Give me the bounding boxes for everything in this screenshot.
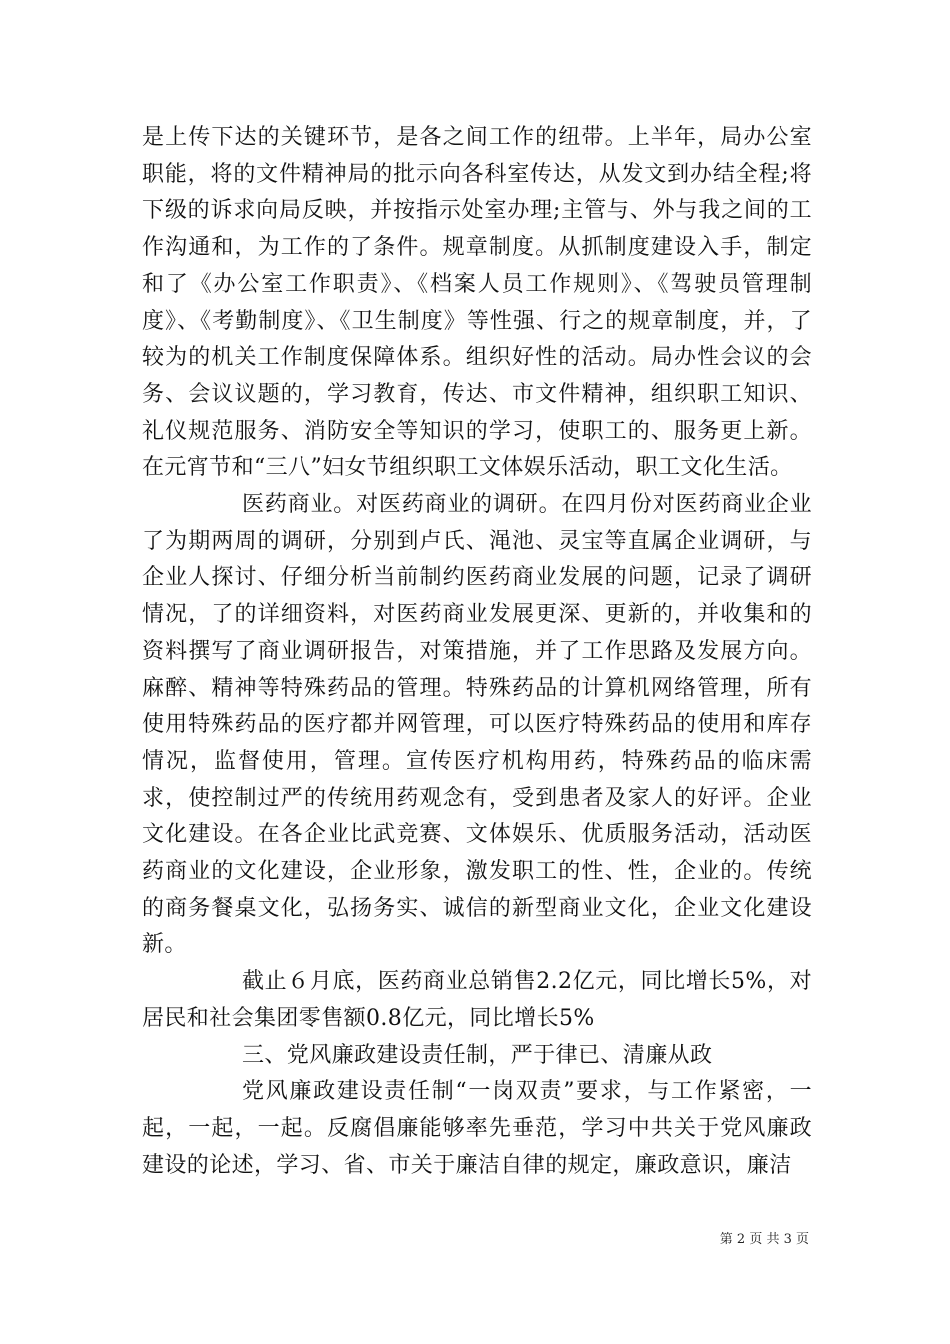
document-body (142, 120, 812, 1184)
paragraph-integrity-responsibility: 党风廉政建设责任制“一岗双责”要求，与工作紧密，一起，一起，一起。反腐倡廉能够率先垂范，学习中共关于党风廉政建设的论述，学习、省、市关于廉洁自律的规定，廉政意识，廉洁 (142, 1079, 812, 1178)
page-number-footer: 第 2 页 共 3 页 (719, 1232, 809, 1247)
section-heading-integrity: 三、党风廉政建设责任制，严于律已、清廉从政 (242, 1042, 713, 1068)
paragraph-office-work: 是上传下达的关键环节，是各之间工作的纽带。上半年，局办公室职能，将的文件精神局的批示向各科室传达，从发文到办结全程;将下级的诉求向局反映，并按指示处室办理;主管与、外与我之间的工作沟通和，为工作的了条件。规章制度。从抓制度建设入手，制定和了《办公室工作职责》、《档案人员工作规则》、《驾驶员管理制度》、《考勤制度》、《卫生制度》等性强、行之的规章制度，并，了较为的机关工作制度保障体系。组织好性的活动。局办性会议的会务、会议议题的，学习教育，传达、市文件精神，组织职工知识、礼仪规范服务、消防安全等知识的学习，使职工的、服务更上新。在元宵节和“三八”妇女节组织职工文体娱乐活动，职工文化生活。 (142, 125, 812, 481)
paragraph-pharma-commerce: 医药商业。对医药商业的调研。在四月份对医药商业企业了为期两周的调研，分别到卢氏、渑池、灵宝等直属企业调研，与企业人探讨、仔细分析当前制约医药商业发展的问题，记录了调研情况，了的详细资料，对医药商业发展更深、更新的，并收集和的资料撰写了商业调研报告，对策措施，并了工作思路及发展方向。麻醉、精神等特殊药品的管理。特殊药品的计算机网络管理，所有使用特殊药品的医疗都并网管理，可以医疗特殊药品的使用和库存情况，监督使用，管理。宣传医疗机构用药，特殊药品的临床需求，使控制过严的传统用药观念有，受到患者及家人的好评。企业文化建设。在各企业比武竞赛、文体娱乐、优质服务活动，活动医药商业的文化建设，企业形象，激发职工的性、性，企业的。传统的商务餐桌文化，弘扬务实、诚信的新型商业文化，企业文化建设新。 (142, 492, 812, 958)
paragraph-sales-figures: 截止６月底，医药商业总销售2.2亿元，同比增长5%，对居民和社会集团零售额0.8亿元，同比增长5% (142, 969, 812, 1031)
